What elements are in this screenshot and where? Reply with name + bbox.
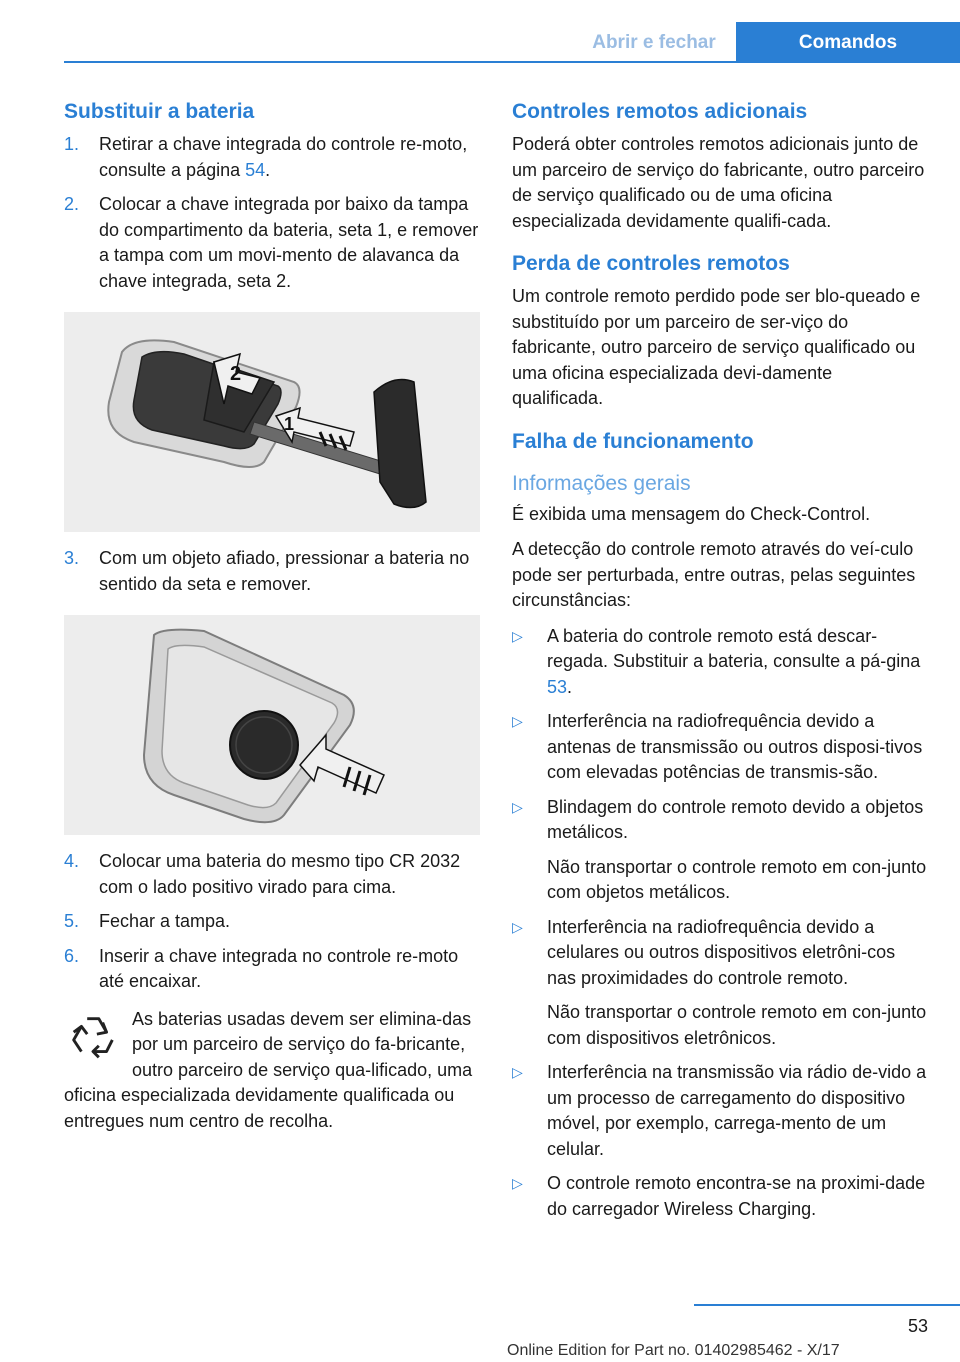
section-title-additional-remotes: Controles remotos adicionais [512,100,808,123]
bullet-item [512,1171,928,1222]
step-5 [64,909,480,935]
recycle-icon [64,1009,122,1067]
bullet-text-end: . [567,676,573,697]
left-column [64,98,480,1134]
step-6 [64,944,480,995]
paragraph-check-control: É exibida uma mensagem do Check-Control. [512,503,871,524]
step-3 [64,546,480,597]
bullet-triangle-icon: ▷ [512,798,523,815]
step-1 [64,132,480,183]
page-link-53[interactable]: 53 [547,676,568,697]
step-2 [64,192,480,294]
edition-text: Online Edition for Part no. 01402985462 - X/17 [507,1342,840,1359]
recycle-note [64,1007,480,1135]
footer-rule [694,1304,960,1306]
bullet-item [512,1060,928,1162]
subsection-title-general-info: Informações gerais [512,471,691,495]
recycle-text: As baterias usadas devem ser elimina‐das por um parceiro de serviço do fa‐bricante, outro parceiro de serviço qua‐lificado, uma oficina especializada devidamente qualificada ou entregues num centro de recolha. [64,1008,473,1131]
bullet-triangle-icon: ▷ [512,713,523,729]
step-text: Colocar uma bateria do mesmo tipo CR 2032 com o lado positivo virado para cima. [99,851,461,897]
section-title-malfunction: Falha de funcionamento [512,429,754,453]
step-text-end: . [265,159,271,180]
bullet-text: A bateria do controle remoto está descar‐regada. Substituir a bateria, consulte a pá‐gina [547,625,921,671]
battery-removal-illustration [64,615,480,835]
step-number: 4. [64,851,80,871]
step-4 [64,849,480,900]
paragraph-detection: A detecção do controle remoto através do veí‐culo pode ser perturbada, entre outras, pelas seguintes circunstâncias: [512,539,916,610]
arrow-label-1: 1 [284,414,295,434]
bullet-text: Interferência na radiofrequência devido a celulares ou outros dispositivos eletrôni‐cos nas proximidades do controle remoto. [547,916,896,988]
step-text: Retirar a chave integrada do controle re‐moto, consulte a página [99,134,468,180]
step-number: 6. [64,945,80,966]
step-number: 5. [64,911,80,931]
bullet-text: Blindagem do controle remoto devido a objetos metálicos. [547,796,924,842]
page-header [0,0,960,62]
bullet-triangle-icon: ▷ [512,627,523,644]
page-footer [0,1300,960,1362]
step-text: Inserir a chave integrada no controle re‐moto até encaixar. [99,945,459,991]
figure-battery-removal [64,615,480,835]
step-text: Com um objeto afiado, pressionar a bateria no sentido da seta e remover. [99,548,470,594]
bullet-text: O controle remoto encontra-se na proximi‐dade do carregador Wireless Charging. [547,1173,926,1219]
bullet-item [512,624,928,701]
bullet-triangle-icon: ▷ [512,1175,523,1191]
section-title-replace-battery: Substituir a bateria [64,100,255,123]
page-link-54[interactable]: 54 [245,159,266,180]
figure-key-open-cover [64,312,480,532]
paragraph-lost-remotes: Um controle remoto perdido pode ser blo‐queado e substituído por um parceiro de ser‐viço do fabricante, outro parceiro de serviço qualificado ou uma oficina especializada devi‐damente qualificada. [512,286,921,408]
step-text: Colocar a chave integrada por baixo da tampa do compartimento da bateria, seta 1, e remover a tampa com um movi‐mento de alavanca da chave integrada, seta 2. [99,194,479,291]
step-number: 1. [64,134,80,154]
bullet-item [512,709,928,786]
tab-abrir-e-fechar[interactable]: Abrir e fechar [592,32,716,53]
section-title-lost-remotes: Perda de controles remotos [512,252,790,275]
header-rule [64,61,960,63]
bullet-subtext: Não transportar o controle remoto em con‐junto com objetos metálicos. [547,856,927,902]
bullet-item [512,795,928,906]
paragraph-additional-remotes: Poderá obter controles remotos adicionais junto de um parceiro de serviço do fabricante, outro parceiro de serviço qualificado ou de uma oficina especializada devidamente qualifi‐cada. [512,134,925,231]
tab-comandos[interactable]: Comandos [736,22,960,62]
bullet-item [512,915,928,1052]
page-number: 53 [907,1316,928,1336]
step-number: 3. [64,548,80,568]
arrow-label-2: 2 [230,363,242,385]
bullet-text: Interferência na transmissão via rádio de‐vido a um processo de carregamento do dispositivo móvel, por exemplo, carrega‐mento de um celular. [547,1062,927,1159]
right-column [512,98,928,1231]
bullet-triangle-icon: ▷ [512,918,523,935]
bullet-triangle-icon: ▷ [512,1064,523,1080]
step-number: 2. [64,194,80,214]
key-cover-illustration [64,312,480,532]
step-text: Fechar a tampa. [99,911,231,931]
bullet-text: Interferência na radiofrequência devido a antenas de transmissão ou outros disposi‐tivos com elevadas potências de transmis‐são. [547,711,923,782]
bullet-subtext: Não transportar o controle remoto em con‐junto com dispositivos eletrônicos. [547,1002,927,1048]
